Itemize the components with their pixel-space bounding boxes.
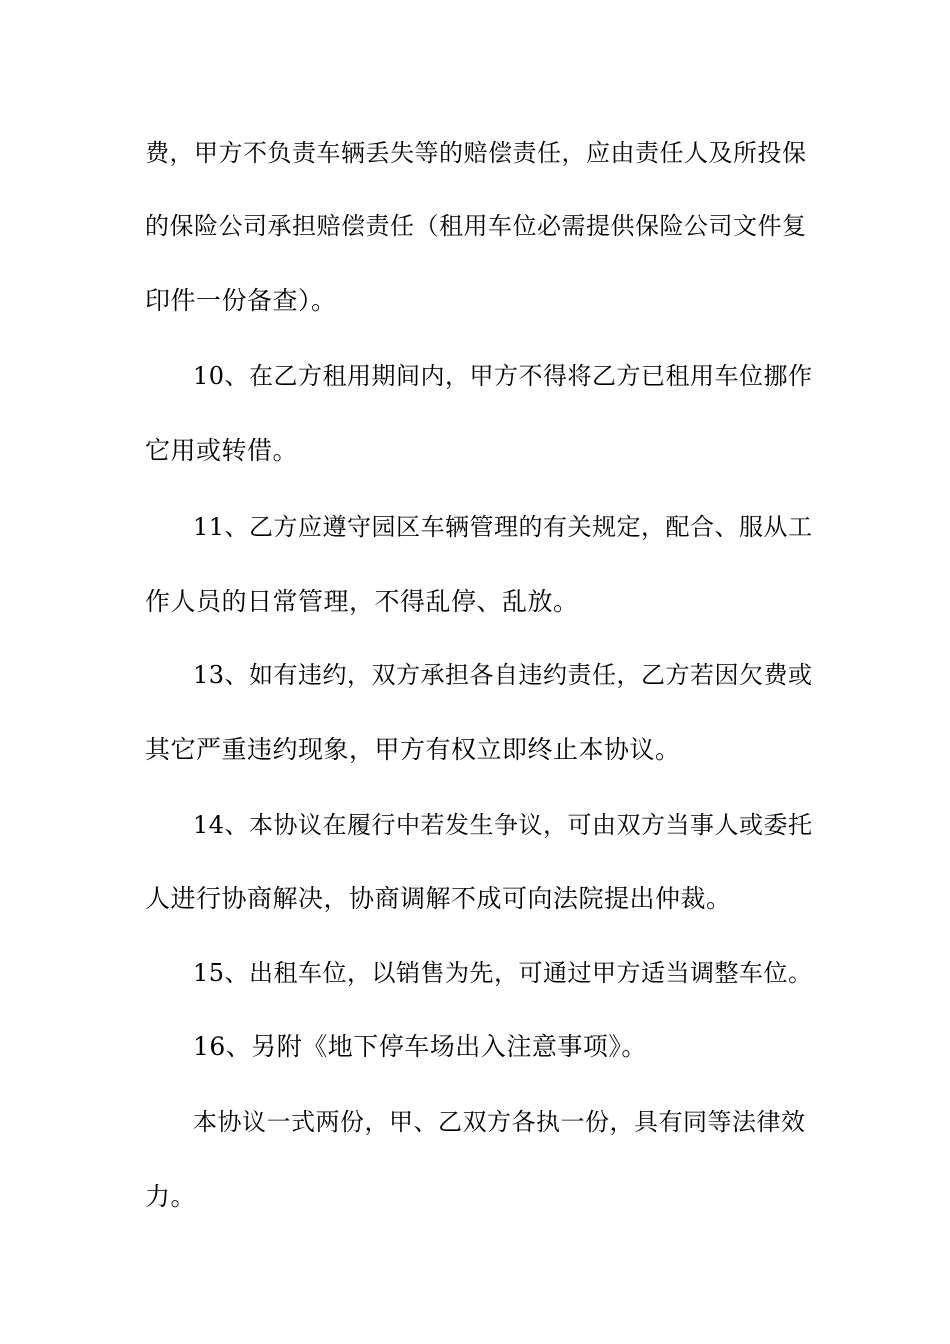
text-line: 作人员的日常管理，不得乱停、乱放。	[145, 587, 579, 616]
text-line: 人进行协商解决，协商调解不成可向法院提出仲裁。	[145, 884, 732, 913]
text-line: 它用或转借。	[145, 436, 299, 465]
text-line: 其它严重违约现象，甲方有权立即终止本协议。	[145, 735, 681, 764]
text-line-item-11: 11、乙方应遵守园区车辆管理的有关规定，配合、服从工	[193, 513, 813, 541]
text-line: 力。	[145, 1182, 197, 1211]
text-line-item-14: 14、本协议在履行中若发生争议，可由双方当事人或委托	[193, 811, 813, 839]
text-line: 印件一份备查）。	[145, 286, 337, 315]
text-line-item-15: 15、出租车位，以销售为先，可通过甲方适当调整车位。	[193, 959, 813, 987]
text-line-item-16: 16、另附《地下停车场出入注意事项》。	[193, 1032, 647, 1061]
text-line-item-10: 10、在乙方租用期间内，甲方不得将乙方已租用车位挪作	[193, 362, 813, 390]
text-line: 费，甲方不负责车辆丢失等的赔偿责任，应由责任人及所投保	[145, 139, 807, 167]
text-line-closing: 本协议一式两份，甲、乙双方各执一份，具有同等法律效	[193, 1108, 806, 1136]
text-line-item-13: 13、如有违约，双方承担各自违约责任，乙方若因欠费或	[193, 661, 813, 689]
text-line: 的保险公司承担赔偿责任（租用车位必需提供保险公司文件复	[145, 212, 807, 240]
